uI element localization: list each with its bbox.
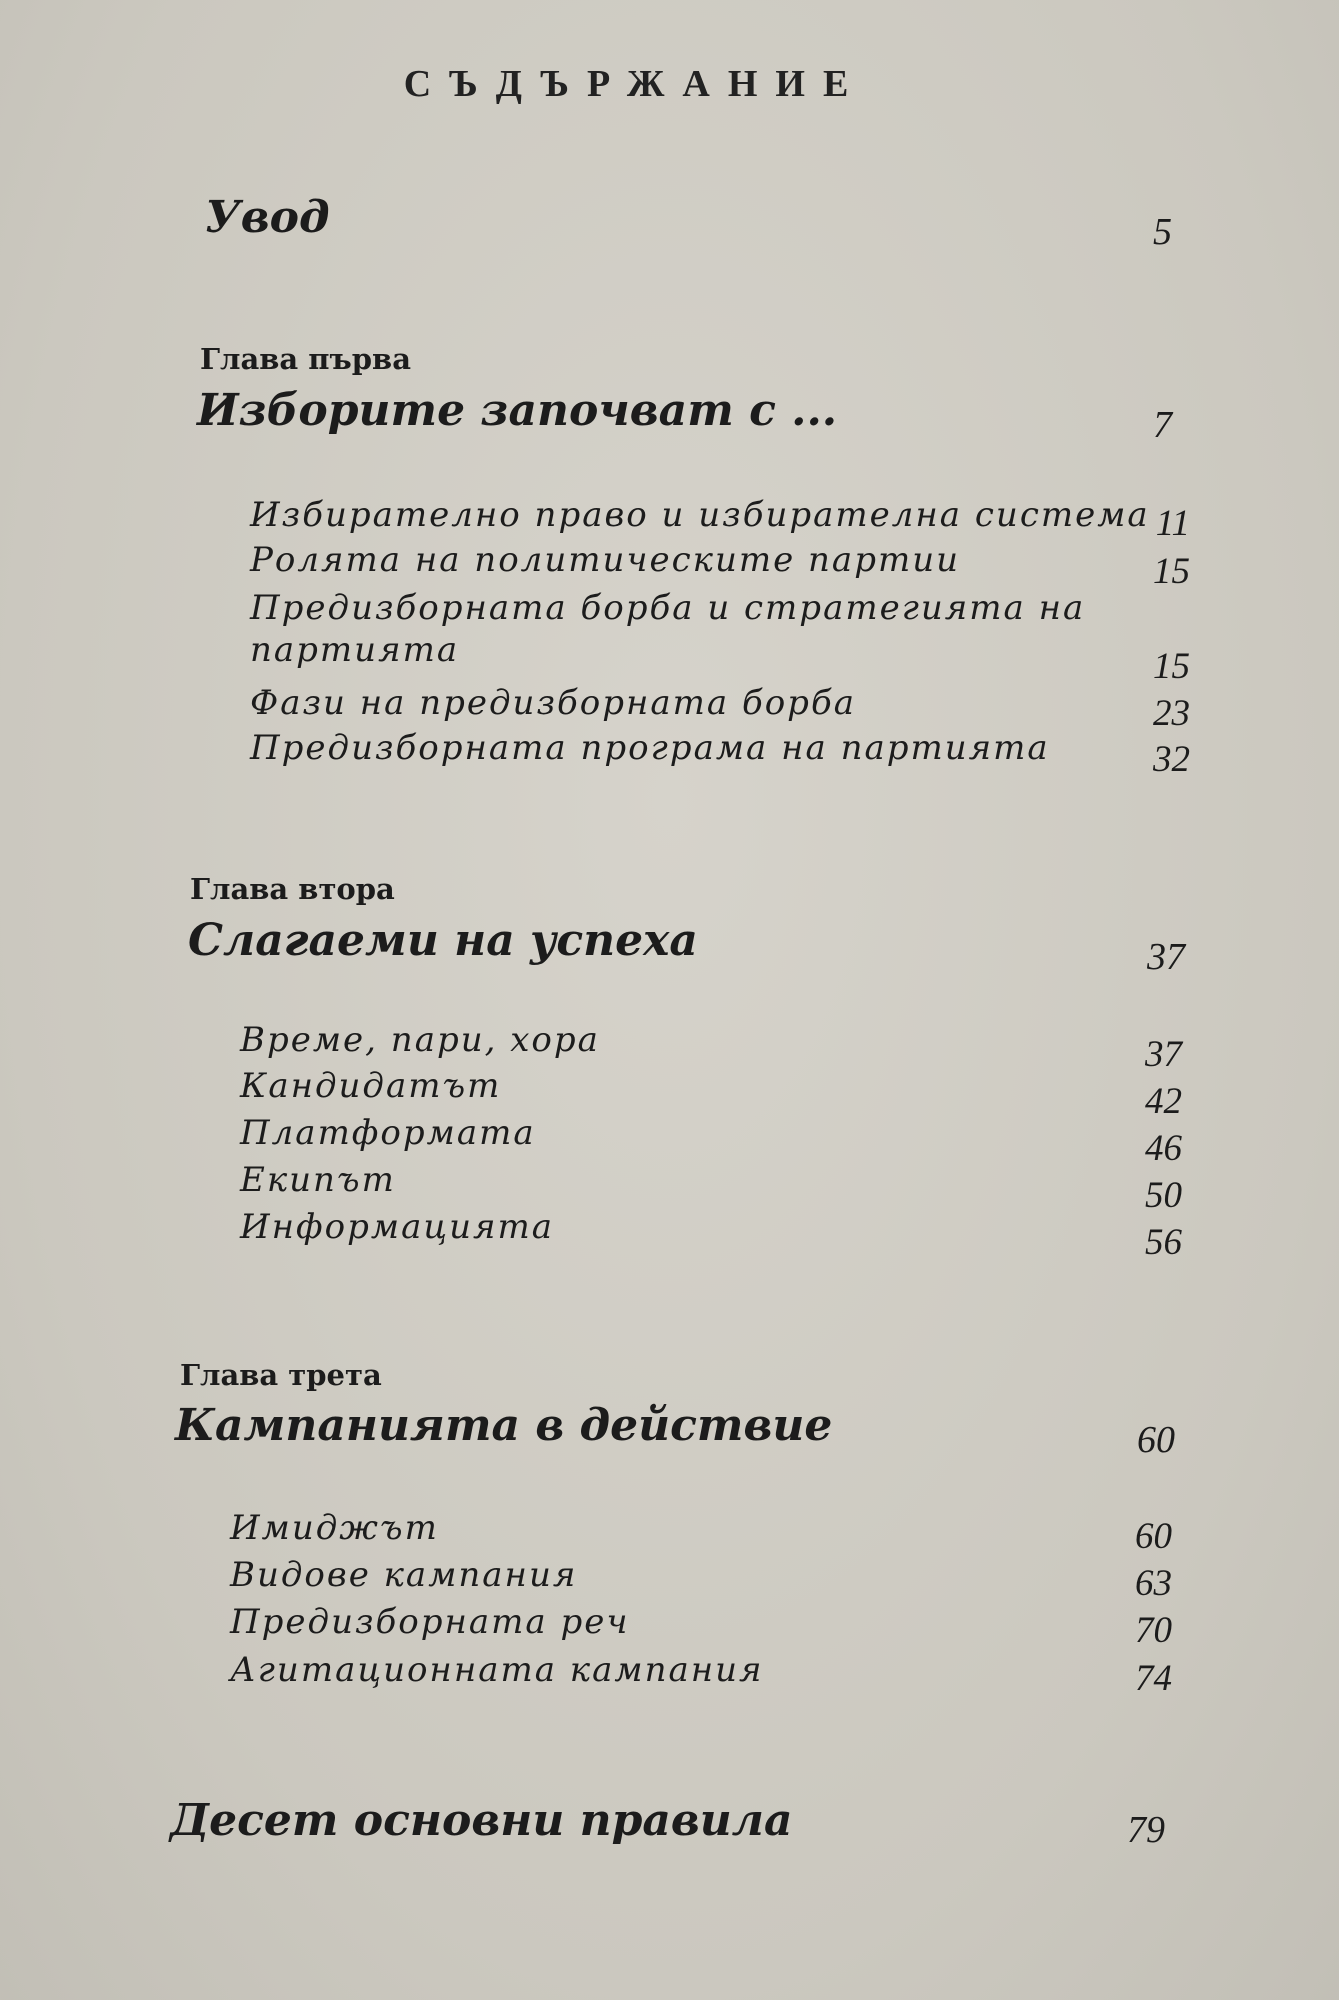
- chapter2-label: Глава втора: [190, 872, 395, 906]
- toc-item-page: 32: [1153, 739, 1190, 780]
- toc-item[interactable]: Избирателно право и избирателна система: [250, 495, 1150, 535]
- toc-item[interactable]: Предизборната програма на партията: [250, 728, 1050, 768]
- toc-item-page: 46: [1145, 1128, 1182, 1169]
- chapter1-title[interactable]: Изборите започват с ...: [197, 385, 838, 436]
- toc-item[interactable]: Екипът: [240, 1160, 396, 1200]
- toc-item[interactable]: Време, пари, хора: [240, 1020, 600, 1060]
- toc-item-page: 42: [1145, 1081, 1182, 1122]
- chapter1-page: 7: [1153, 404, 1172, 446]
- toc-item[interactable]: Предизборната реч: [230, 1602, 630, 1642]
- toc-item-page: 15: [1153, 551, 1190, 592]
- toc-item-page: 70: [1135, 1610, 1172, 1651]
- toc-item-page: 50: [1145, 1175, 1182, 1216]
- toc-item-page: 11: [1155, 503, 1190, 544]
- toc-item-page: 37: [1145, 1034, 1182, 1075]
- toc-item-page: 60: [1135, 1516, 1172, 1557]
- rules-page: 79: [1127, 1809, 1165, 1851]
- toc-item[interactable]: Информацията: [240, 1207, 554, 1247]
- toc-item-page: 56: [1145, 1222, 1182, 1263]
- toc-item[interactable]: Имиджът: [230, 1508, 439, 1548]
- toc-item[interactable]: Предизборната борба и стратегията на: [250, 588, 1086, 628]
- toc-item-page: 15: [1153, 646, 1190, 687]
- page-title: СЪДЪРЖАНИЕ: [403, 63, 867, 105]
- rules-title[interactable]: Десет основни правила: [170, 1795, 793, 1846]
- toc-intro-title[interactable]: Увод: [205, 192, 330, 243]
- toc-item-continuation[interactable]: партията: [250, 630, 460, 670]
- chapter3-page: 60: [1137, 1419, 1175, 1461]
- toc-item-page: 23: [1153, 693, 1190, 734]
- chapter2-page: 37: [1147, 936, 1185, 978]
- toc-item[interactable]: Фази на предизборната борба: [250, 683, 856, 723]
- toc-item[interactable]: Видове кампания: [230, 1555, 578, 1595]
- toc-item[interactable]: Кандидатът: [240, 1066, 502, 1106]
- toc-item[interactable]: Платформата: [240, 1113, 536, 1153]
- toc-item[interactable]: Ролята на политическите партии: [250, 540, 961, 580]
- chapter3-label: Глава трета: [180, 1358, 382, 1392]
- toc-item[interactable]: Агитационната кампания: [230, 1650, 764, 1690]
- toc-intro-page: 5: [1153, 211, 1172, 253]
- chapter2-title[interactable]: Слагаеми на успеха: [188, 915, 698, 966]
- toc-item-page: 74: [1135, 1658, 1172, 1699]
- chapter1-label: Глава първа: [200, 342, 411, 376]
- toc-item-page: 63: [1135, 1563, 1172, 1604]
- chapter3-title[interactable]: Кампанията в действие: [175, 1400, 833, 1451]
